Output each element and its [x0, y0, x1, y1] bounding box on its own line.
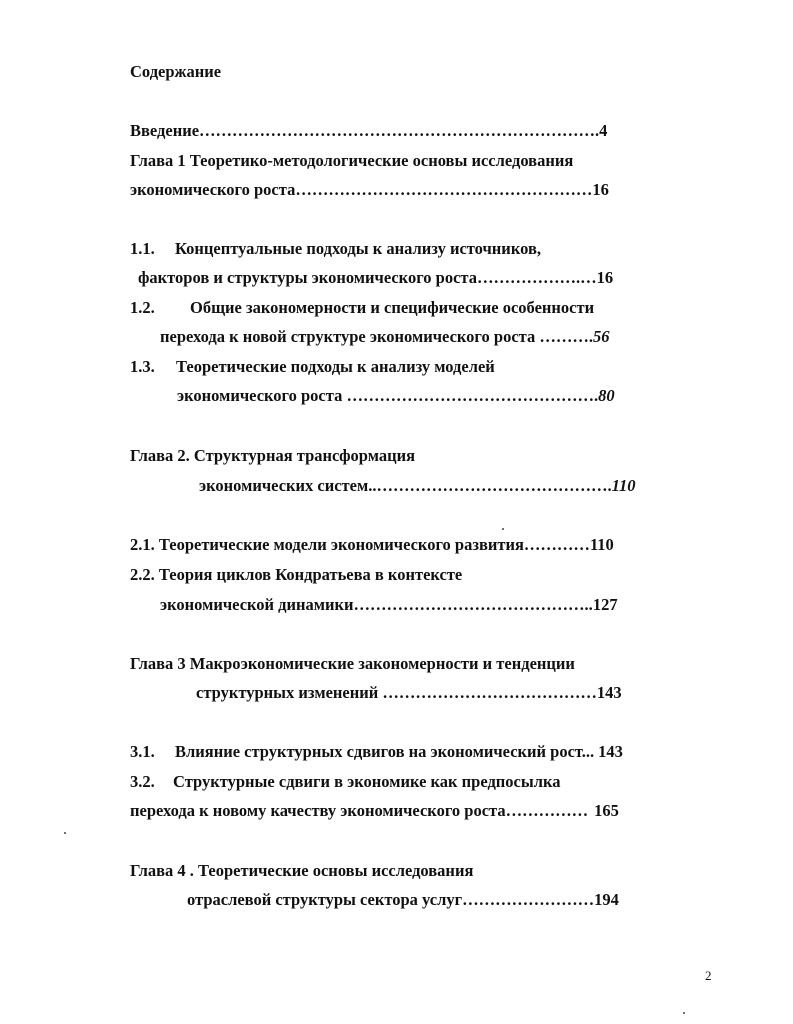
toc-chapter-1-title: Глава 1 Теоретико-методологические основы исследования — [130, 151, 574, 170]
toc-section-1-2-continuation — [160, 327, 609, 347]
toc-entry-text: Влияние структурных сдвигов на экономический рост... — [175, 742, 595, 761]
page-ref: 165 — [594, 801, 619, 820]
toc-chapter-3-title: Глава 3 Макроэкономические закономерности и тенденции — [130, 654, 575, 673]
toc-entry-text: перехода к новой структуре экономического роста ………. — [160, 327, 593, 346]
toc-section-3-2-continuation — [130, 801, 619, 821]
section-number: 1.1. — [130, 239, 155, 258]
scan-speck — [64, 832, 66, 834]
toc-section-1-3-title — [130, 357, 495, 377]
page-ref: 143 — [596, 683, 622, 702]
scan-speck — [502, 528, 504, 530]
toc-section-3-1 — [130, 742, 623, 762]
toc-chapter-2-title: Глава 2. Структурная трансформация — [130, 446, 416, 465]
toc-section-1-2-title — [130, 298, 594, 318]
toc-chapter-3-continuation — [196, 683, 622, 703]
page-ref: 110 — [589, 535, 614, 554]
toc-entry-text: структурных изменений ………………………………… — [196, 683, 597, 702]
toc-chapter-1-continuation — [130, 180, 609, 200]
toc-chapter-4-continuation — [187, 890, 619, 910]
toc-section-2-2-continuation — [160, 595, 618, 615]
toc-entry-text: Общие закономерности и специфические особенности — [190, 298, 595, 317]
page-ref: 16 — [596, 268, 614, 287]
page-ref: 143 — [598, 742, 623, 761]
toc-entry-text: экономических систем..……………………………………. — [199, 476, 612, 495]
toc-section-2-1 — [130, 535, 614, 555]
page-number: 2 — [705, 968, 712, 983]
toc-heading: Содержание — [130, 62, 222, 81]
scan-speck — [683, 1012, 685, 1014]
toc-entry-text: перехода к новому качеству экономического роста…………… — [130, 801, 589, 820]
toc-section-1-1-continuation — [138, 268, 613, 288]
toc-entry-text: факторов и структуры экономического роста……………….… — [138, 268, 597, 287]
toc-section-1-3-continuation — [177, 386, 615, 406]
toc-entry-text: 2.1. Теоретические модели экономического развития………… — [130, 535, 590, 554]
page-ref: 80 — [598, 386, 615, 405]
section-number: 3.1. — [130, 742, 155, 761]
page-ref: 56 — [592, 327, 610, 346]
toc-entry-text: экономического роста ………………………………………. — [177, 386, 599, 405]
toc-entry-text: Структурные сдвиги в экономике как предпосылка — [173, 772, 561, 791]
section-number: 1.2. — [130, 298, 155, 317]
section-number: 1.3. — [130, 357, 155, 376]
leader-dots: ………………………………………………………………. — [199, 121, 600, 140]
toc-entry-introduction — [130, 121, 607, 141]
page-ref: 4 — [599, 121, 608, 140]
page-ref: 16 — [592, 180, 609, 199]
toc-section-2-2-title: 2.2. Теория циклов Кондратьева в контексте — [130, 565, 463, 584]
page-ref: 194 — [594, 890, 619, 909]
toc-entry-text: Концептуальные подходы к анализу источников, — [175, 239, 541, 258]
page-ref: 110 — [611, 476, 636, 495]
toc-section-1-1-title — [130, 239, 541, 259]
toc-chapter-2-continuation — [199, 476, 635, 496]
toc-entry-text: экономического роста……………………………………………… — [130, 180, 593, 199]
toc-entry-text: Теоретические подходы к анализу моделей — [176, 357, 495, 376]
toc-entry-text: отраслевой структуры сектора услуг…………………… — [187, 890, 595, 909]
toc-entry-label: Введение — [130, 121, 200, 140]
page-ref: 127 — [592, 595, 618, 614]
section-number: 3.2. — [130, 772, 155, 791]
toc-chapter-4-title: Глава 4 . Теоретические основы исследования — [130, 861, 474, 880]
toc-entry-text: экономической динамики…………………………………….. — [160, 595, 593, 614]
toc-section-3-2-title — [130, 772, 561, 792]
